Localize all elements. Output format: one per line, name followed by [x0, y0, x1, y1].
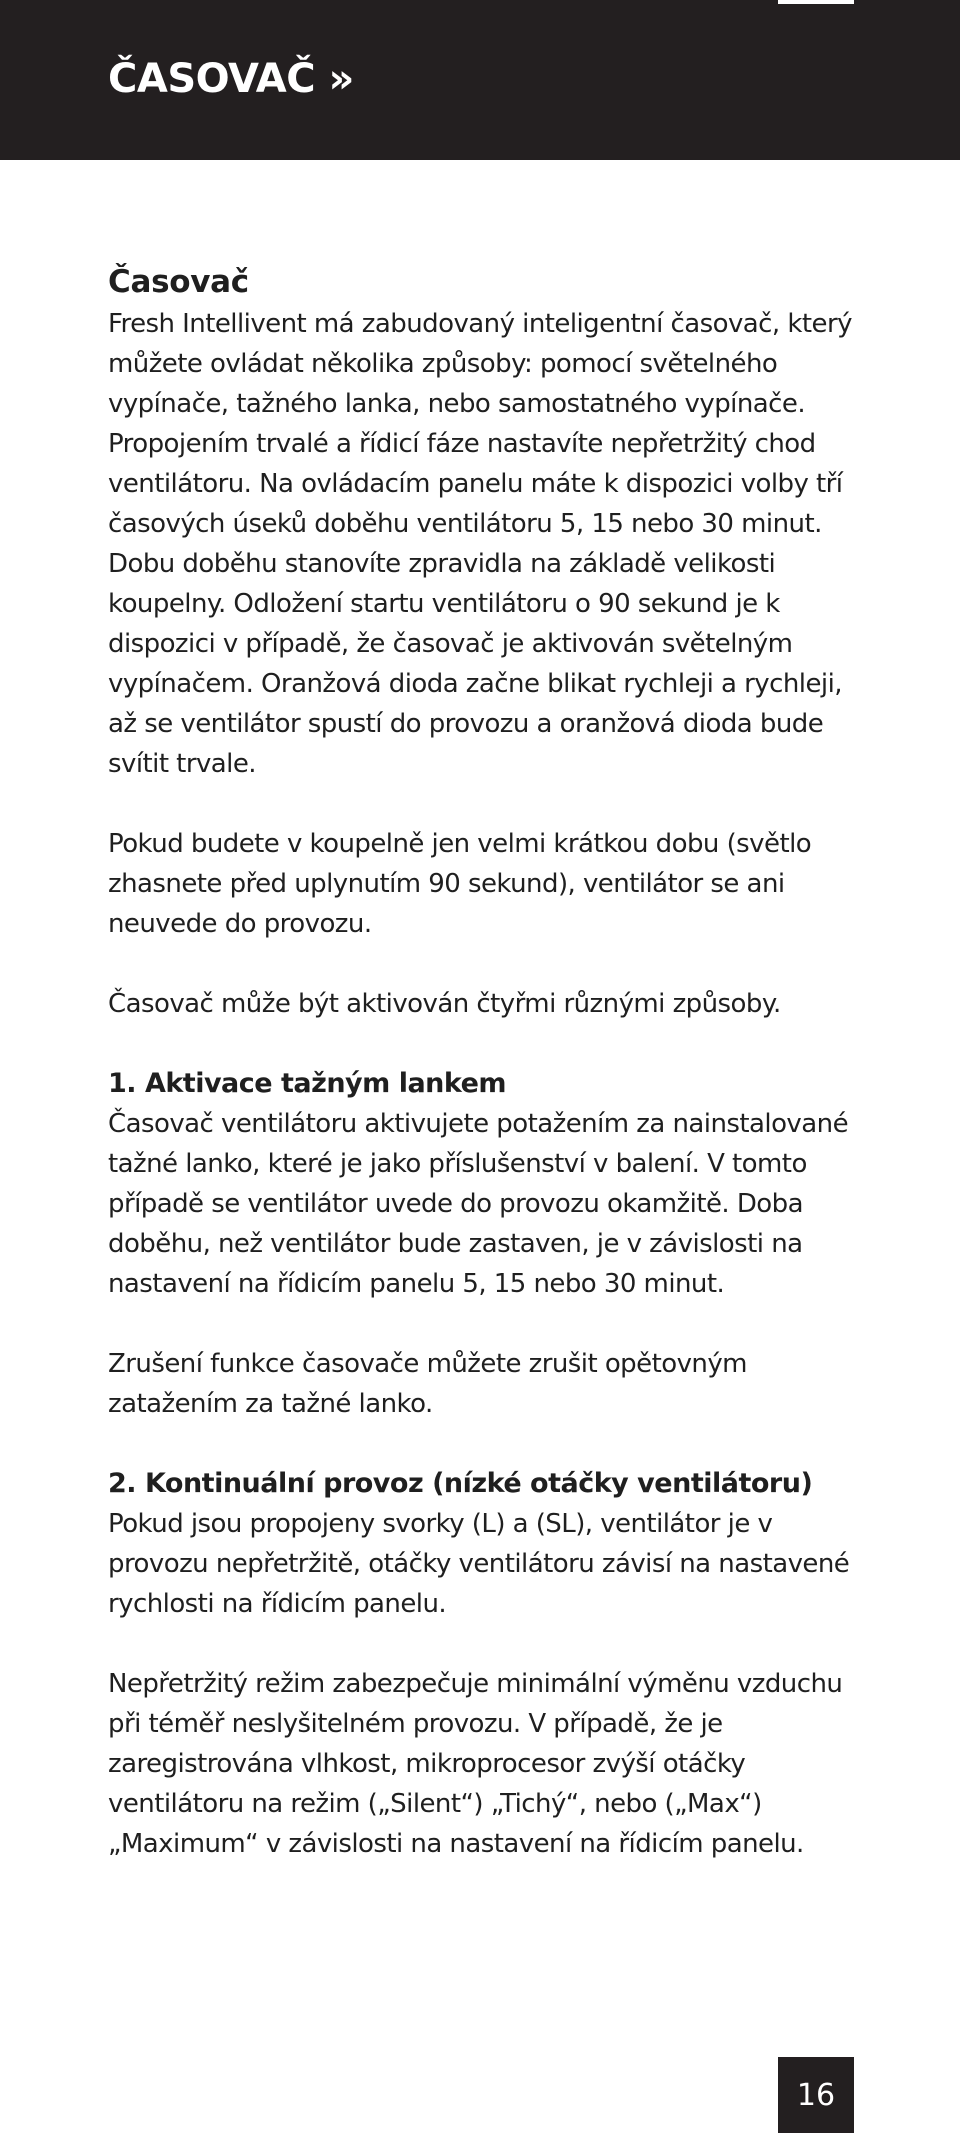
short-visit-paragraph: Pokud budete v koupelně jen velmi krátkou dobu (světlo zhasnete před uplynutím 90 sekund), ventilátor se ani neuvede do provozu.	[108, 829, 812, 939]
intro-paragraph: Fresh Intellivent má zabudovaný inteligentní časovač, který můžete ovládat několika způsoby: pomocí světelného vypínače, tažného lanka, nebo samostatného vypínače. Propojením trvalé a řídicí fáze nastavíte nepřetržitý chod ventilátoru. Na ovládacím panelu máte k dispozici volby tří časových úseků doběhu ventilátoru 5, 15 nebo 30 minut. Dobu doběhu stanovíte zpravidla na základě velikosti koupelny. Odložení startu ventilátoru o 90 sekund je k dispozici v případě, že časovač je aktivován světelným vypínačem. Oranžová dioda začne blikat rychleji a rychleji, až se ventilátor spustí do provozu a oranžová dioda bude svítit trvale.	[108, 309, 852, 779]
chapter-title: ČASOVAČ »	[108, 56, 354, 102]
subsection-heading-pull-cord: 1. Aktivace tažným lankem	[108, 1068, 507, 1099]
subsection-heading-continuous: 2. Kontinuální provoz (nízké otáčky ventilátoru)	[108, 1468, 813, 1499]
header-bar	[0, 0, 960, 160]
page-number-box	[778, 2057, 854, 2133]
page-number: 16	[796, 2077, 836, 2113]
page-content	[108, 262, 868, 1904]
pull-cord-cancel-paragraph: Zrušení funkce časovače můžete zrušit opětovným zatažením za tažné lanko.	[108, 1349, 747, 1419]
header-tab-marker	[778, 0, 854, 4]
continuous-mode-paragraph: Nepřetržitý režim zabezpečuje minimální výměnu vzduchu při téměř neslyšitelném provozu. V případě, že je zaregistrována vlhkost, mikroprocesor zvýší otáčky ventilátoru na režim („Silent“) „Tichý“, nebo („Max“) „Maximum“ v závislosti na nastavení na řídicím panelu.	[108, 1669, 843, 1859]
continuous-paragraph: Pokud jsou propojeny svorky (L) a (SL), ventilátor je v provozu nepřetržitě, otáčky ventilátoru závisí na nastavené rychlosti na řídicím panelu.	[108, 1509, 850, 1619]
section-title: Časovač	[108, 264, 249, 300]
activation-methods-paragraph: Časovač může být aktivován čtyřmi různými způsoby.	[108, 989, 781, 1019]
pull-cord-paragraph: Časovač ventilátoru aktivujete potažením za nainstalované tažné lanko, které je jako příslušenství v balení. V tomto případě se ventilátor uvede do provozu okamžitě. Doba doběhu, než ventilátor bude zastaven, je v závislosti na nastavení na řídicím panelu 5, 15 nebo 30 minut.	[108, 1109, 849, 1299]
